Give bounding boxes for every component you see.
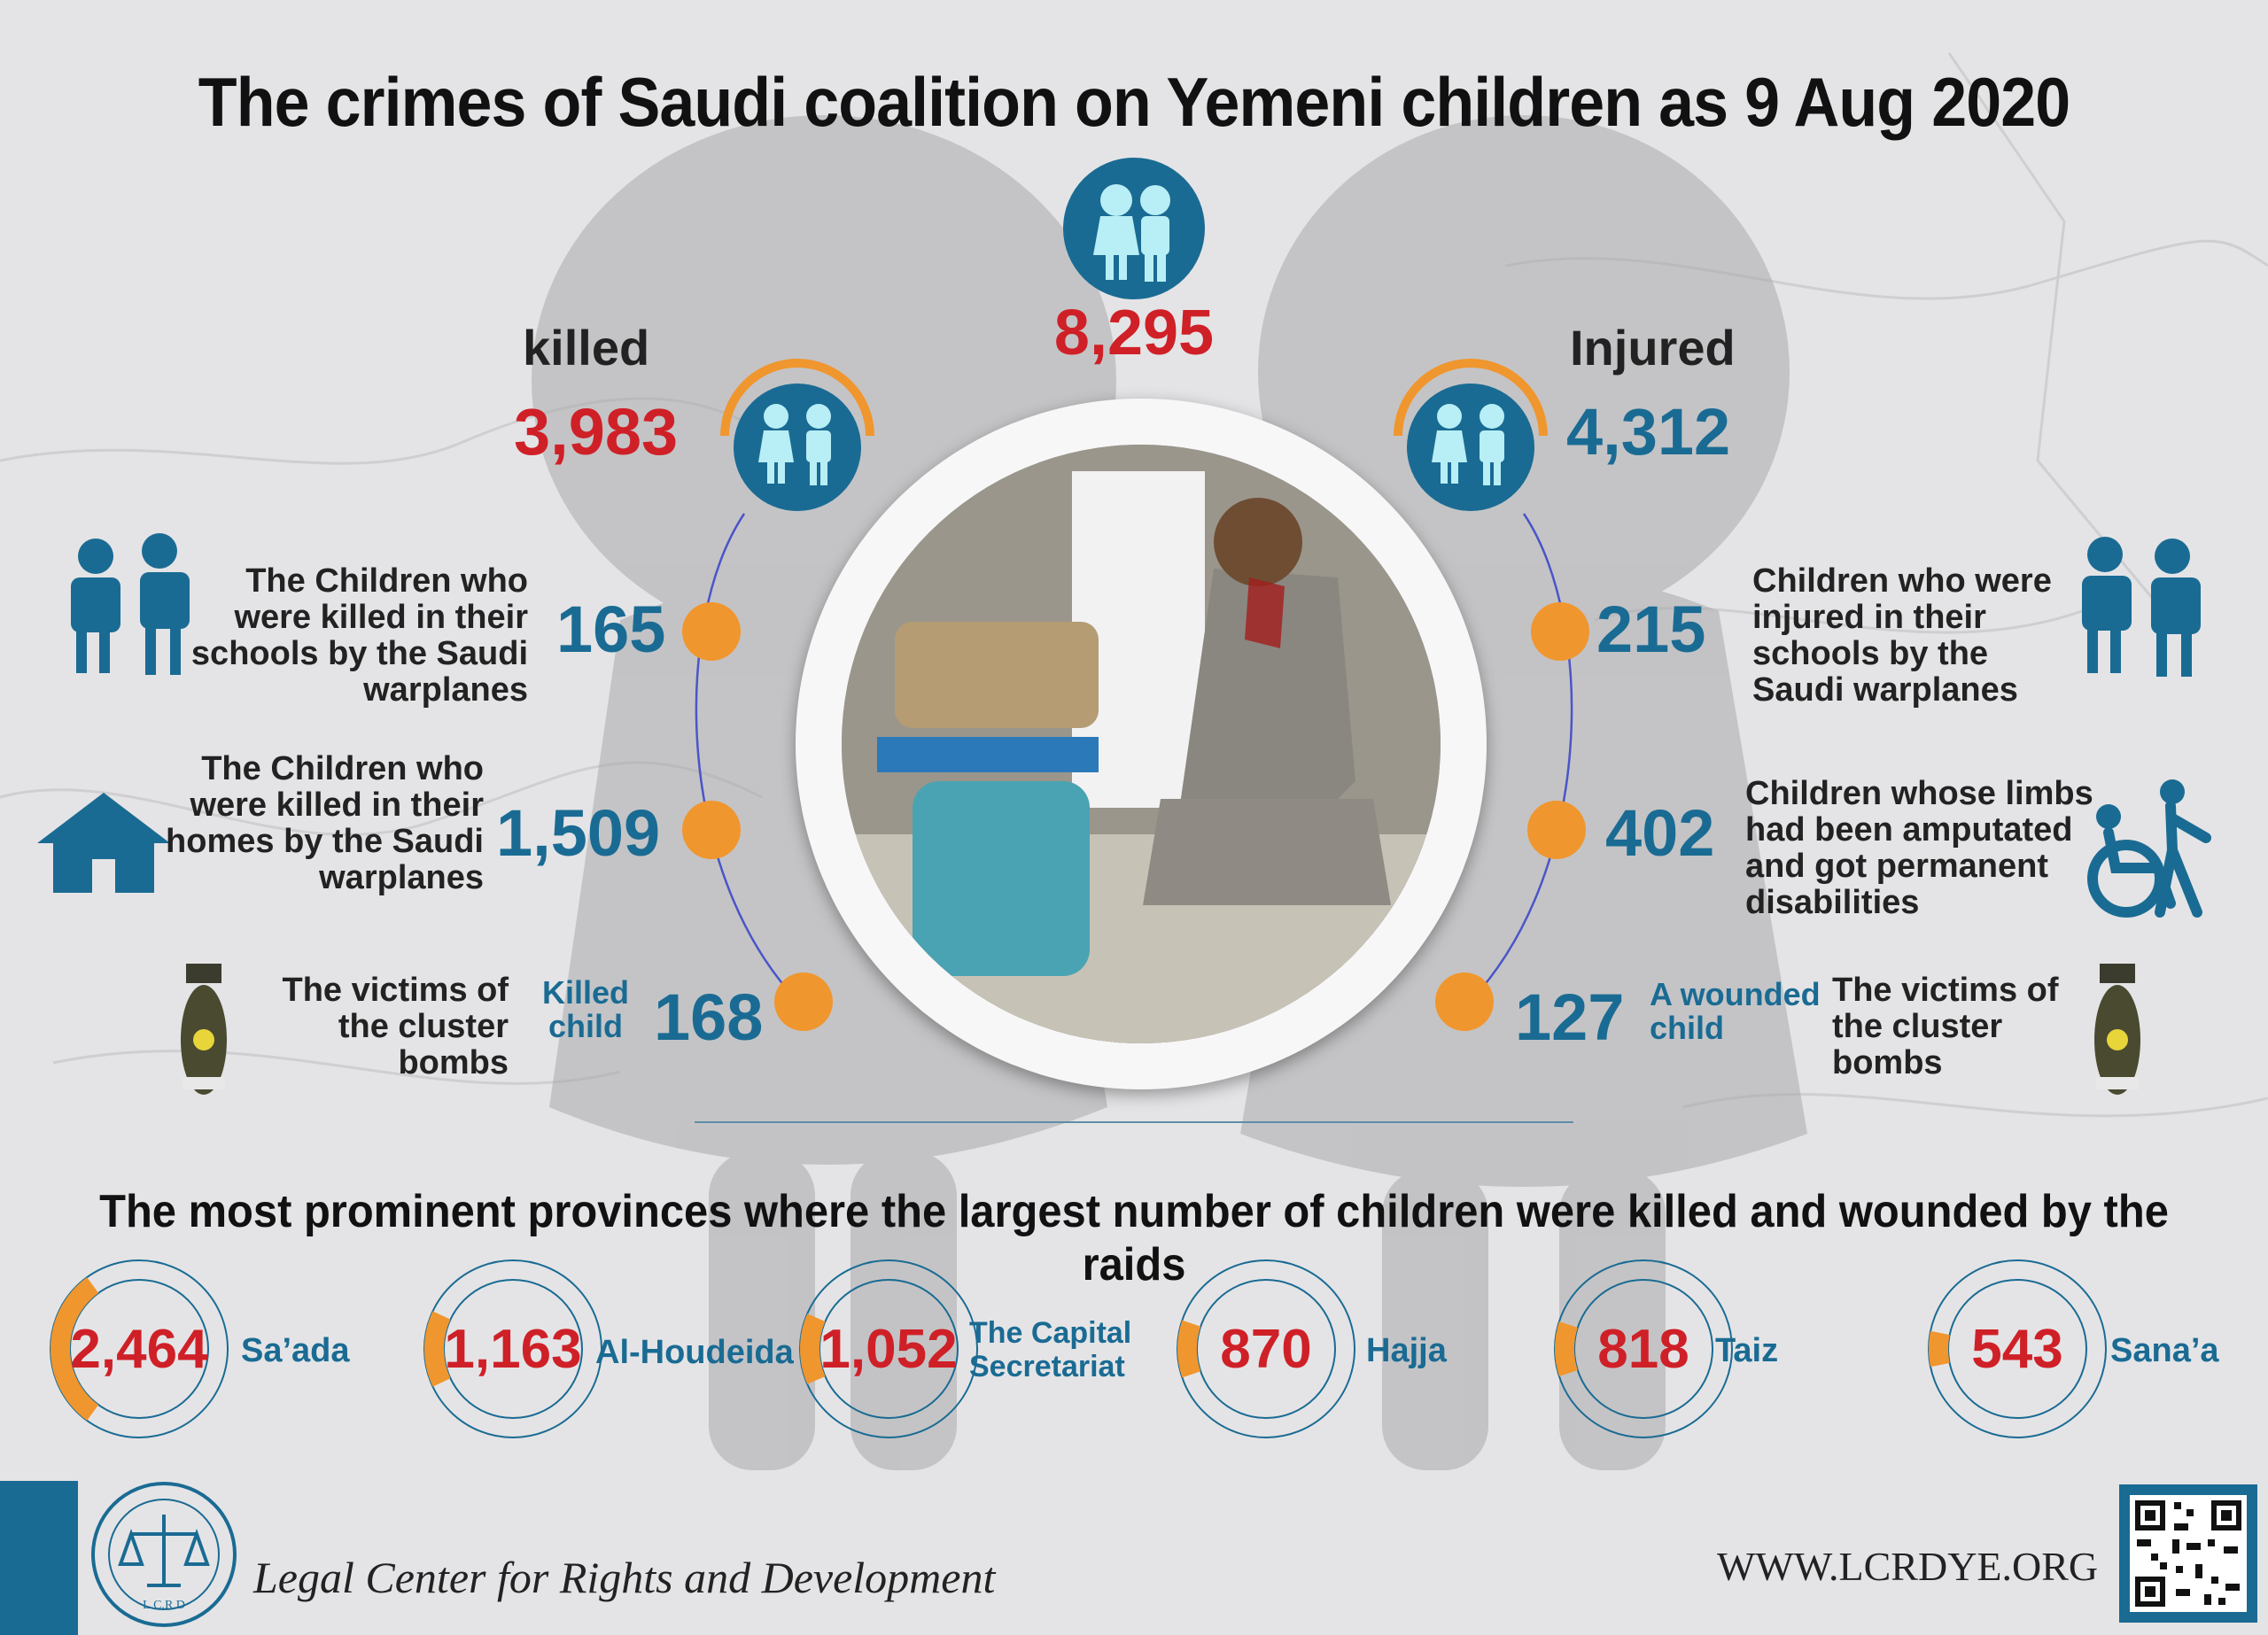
province-value: 1,163 [444, 1319, 582, 1380]
province-name: Taiz [1715, 1332, 1779, 1369]
injured-amputated-value: 402 [1605, 796, 1715, 870]
province-name: Sana’a [2110, 1332, 2219, 1369]
injured-cluster-dot [1435, 972, 1494, 1031]
province-value: 1,052 [819, 1319, 958, 1380]
org-name: Legal Center for Rights and Development [253, 1553, 996, 1602]
footer-accent-bar [0, 1481, 78, 1635]
injured-cluster-value: 127 [1515, 980, 1625, 1054]
injured-schools-dot [1531, 602, 1589, 661]
injured-cluster-sublabel: A wounded child [1650, 976, 1821, 1046]
killed-homes-value: 1,509 [496, 796, 661, 870]
injured-label: Injured [1570, 320, 1736, 376]
province-value: 870 [1220, 1319, 1312, 1380]
killed-total: 3,983 [514, 395, 679, 469]
bomb-icon [177, 964, 230, 1096]
killed-homes-text: The Children who were killed in their homes by the Saudi warplanes [166, 750, 484, 896]
hospital-scene-image [842, 445, 1441, 1043]
website-link[interactable]: WWW.LCRDYE.ORG [1717, 1544, 2099, 1589]
killed-schools-text: The Children who were killed in their schools by the Saudi warplanes [190, 562, 528, 709]
province-name: Sa’ada [241, 1332, 350, 1369]
province-value: 818 [1597, 1319, 1689, 1380]
province-name: Hajja [1366, 1332, 1447, 1369]
bomb-icon [2091, 964, 2144, 1096]
qr-code-icon[interactable] [2119, 1484, 2257, 1623]
injured-schools-text: Children who were injured in their schools by the Saudi warplanes [1752, 562, 2052, 709]
province-ring [1924, 1256, 2110, 1442]
wheelchair-icon [2073, 779, 2224, 921]
qr-code-frame [2119, 1484, 2257, 1623]
province-ring [46, 1256, 232, 1442]
total-value: 8,295 [1053, 298, 1215, 368]
province-ring [420, 1256, 606, 1442]
province-value: 543 [1971, 1319, 2063, 1380]
killed-cluster-dot [774, 972, 833, 1031]
province-ring [1550, 1256, 1736, 1442]
photo-placeholder [842, 445, 1441, 1043]
injured-schools-value: 215 [1596, 593, 1706, 666]
killed-cluster-sublabel: Killed child [541, 974, 629, 1044]
injured-total: 4,312 [1566, 395, 1731, 469]
killed-schools-value: 165 [556, 593, 666, 666]
logo-text: L.C.R.D [143, 1599, 185, 1612]
province-ring [1173, 1256, 1359, 1442]
schoolchildren-icon [2055, 531, 2215, 682]
injured-amputated-text: Children whose limbs had been amputated and got permanent disabilities [1745, 775, 2093, 921]
injured-cluster-text: The victims of the cluster bombs [1832, 972, 2059, 1081]
province-value: 2,464 [70, 1319, 208, 1380]
province-name: Al-Houdeida [595, 1334, 794, 1371]
killed-cluster-value: 168 [654, 980, 764, 1054]
injured-amputated-dot [1527, 801, 1586, 859]
photo-frame [796, 399, 1487, 1089]
province-ring [796, 1256, 982, 1442]
killed-homes-dot [682, 801, 741, 859]
house-icon [37, 788, 170, 895]
page-title: The crimes of Saudi coalition on Yemeni children as 9 Aug 2020 [198, 63, 2070, 141]
province-name: The Capital Secretariat [969, 1316, 1132, 1383]
killed-label: killed [523, 320, 650, 376]
killed-schools-dot [682, 602, 741, 661]
provinces-heading: The most prominent provinces where the largest number of children were killed and wounded by the raids [99, 1186, 2169, 1290]
killed-cluster-text: The victims of the cluster bombs [282, 972, 509, 1081]
lcrd-logo [89, 1479, 239, 1630]
